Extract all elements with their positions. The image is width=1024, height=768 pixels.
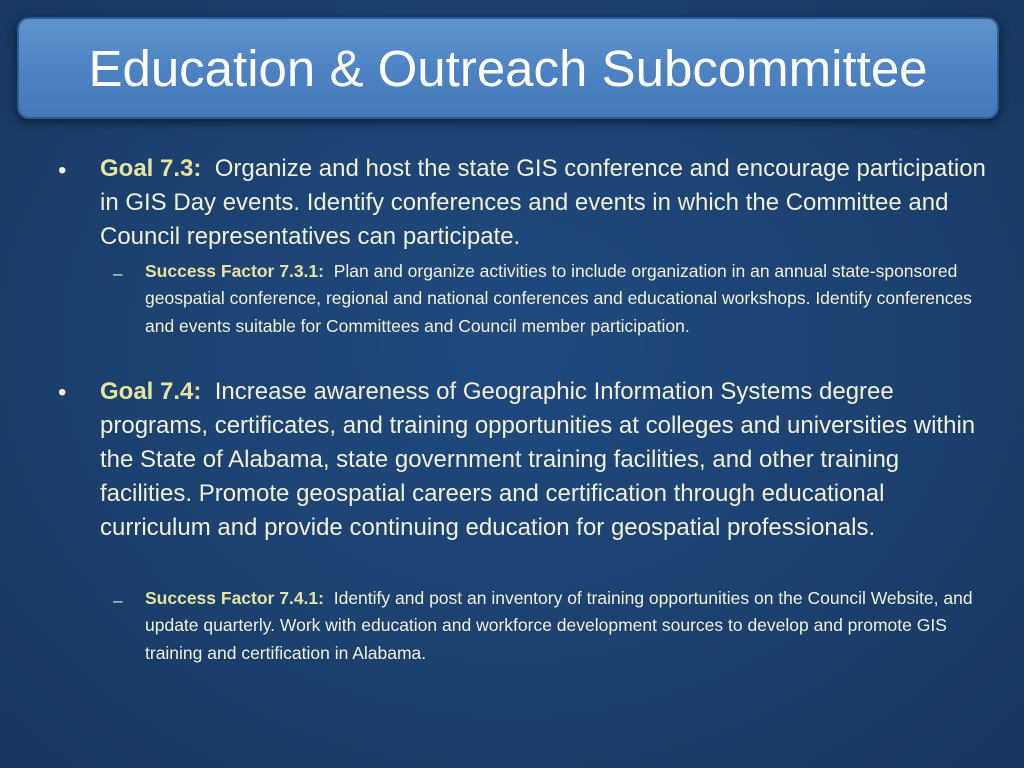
goal-text: Organize and host the state GIS conference and encourage participation in GIS Day events. Identify conferences and events in which the Committee and Council representatives can participate. — [100, 155, 986, 250]
success-factor-label: Success Factor 7.4.1: — [145, 588, 324, 608]
success-factor-text: Identify and post an inventory of training opportunities on the Council Website, and update quarterly. Work with education and workforce development sources to develop and promote GIS training and certification in Alabama. — [145, 588, 973, 663]
goal-item — [100, 375, 990, 545]
title-box — [17, 17, 999, 119]
success-factor-label: Success Factor 7.3.1: — [145, 261, 324, 281]
success-factor-item — [145, 258, 975, 340]
goal-label: Goal 7.3: — [100, 155, 202, 182]
success-factor-item — [145, 585, 975, 667]
sub-bullet-marker: – — [113, 591, 123, 610]
sub-bullet-marker: – — [113, 264, 123, 283]
bullet-marker: • — [58, 157, 67, 184]
goal-item — [100, 152, 990, 254]
goal-label: Goal 7.4: — [100, 378, 202, 405]
slide-title: Education & Outreach Subcommittee — [88, 39, 928, 97]
success-factor-text: Plan and organize activities to include organization in an annual state-sponsored geospatial conference, regional and national conferences and educational workshops. Identify conferences and events suitable for Committees and Council member participation. — [145, 261, 972, 336]
goal-text: Increase awareness of Geographic Information Systems degree programs, certificates, and training opportunities at colleges and universities within the State of Alabama, state government training facilities, and other training facilities. Promote geospatial careers and certification through educational curriculum and provide continuing education for geospatial professionals. — [100, 378, 976, 541]
bullet-marker: • — [58, 379, 67, 406]
